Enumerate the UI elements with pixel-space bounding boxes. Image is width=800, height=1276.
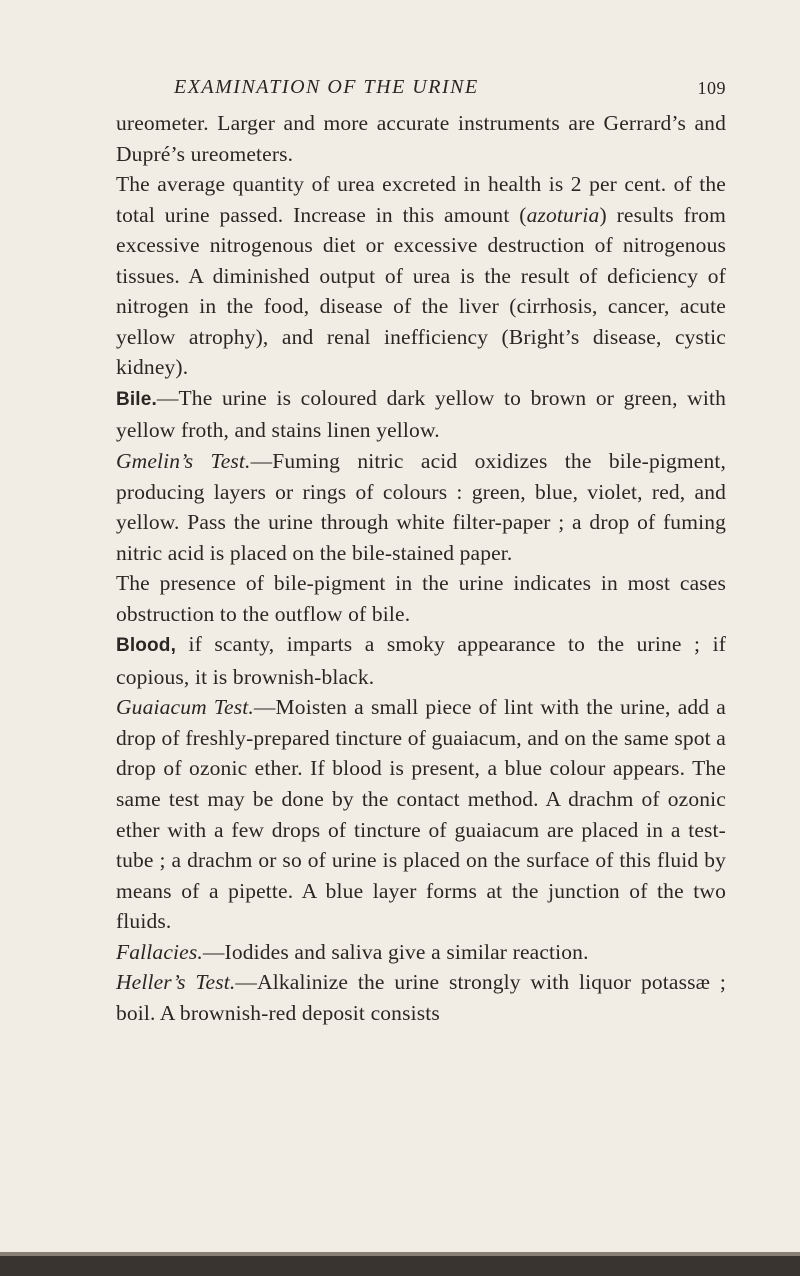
paragraph-urea-quantity: [116, 169, 726, 383]
paragraph-bile-pigment: [116, 568, 726, 629]
book-page: [116, 72, 726, 1028]
paragraph-text: ) results from excessive nitrogenous diet or excessive destruction of nitrogenous tissues. A diminished output of urea is the result of deficiency of nitrogen in the food, disease of the liver (cirrhosis, cancer, acute yellow atrophy), and renal inefficiency (Bright’s disease, cystic kidney).: [116, 202, 726, 380]
page-header: [116, 72, 726, 108]
paragraph-text: ureometer. Larger and more accurate instruments are Gerrard’s and Dupré’s ureometers.: [116, 111, 726, 166]
paragraph-text: The average quantity of urea excreted in health is 2 per cent. of the total urine passed. Increase in this amount (: [116, 172, 726, 227]
paragraph-ureometer: [116, 108, 726, 169]
paragraph-fallacies: [116, 937, 726, 968]
paragraph-text: —The urine is coloured dark yellow to brown or green, with yellow froth, and stains linen yellow.: [116, 385, 726, 443]
section-lead-bile: Bile.: [116, 388, 157, 410]
paragraph-text: —Moisten a small piece of lint with the urine, add a drop of freshly-prepared tincture of guaiacum, and on the same spot a drop of ozonic ether. If blood is present, a blue colour appears. The same test may be done by the contact method. A drachm of ozonic ether with a few drops of tincture of guaiacum are placed in a test-tube ; a drachm or so of urine is placed on the surface of this fluid by means of a pipette. A blue layer forms at the junction of the two fluids.: [116, 695, 727, 934]
test-lead-guaiacum: Guaiacum Test.: [116, 695, 254, 720]
paragraph-text: if scanty, imparts a smoky appearance to the urine ; if copious, it is brownish-black.: [116, 632, 726, 689]
paragraph-blood: [116, 629, 726, 692]
lead-fallacies: Fallacies.: [116, 939, 203, 964]
paragraph-text: —Alkalinize the urine strongly with liquor potassæ ; boil. A brownish-red deposit consists: [116, 970, 726, 1025]
paragraph-hellers-test: [116, 967, 726, 1028]
section-lead-blood: Blood,: [116, 635, 176, 657]
running-title: EXAMINATION OF THE URINE: [174, 76, 479, 98]
page-edge-band: [0, 1252, 800, 1276]
test-lead-gmelin: Gmelin’s Test.: [116, 449, 251, 474]
paragraph-text: —Fuming nitric acid oxidizes the bile-pigment, producing layers or rings of colours : green, blue, violet, red, and yellow. Pass the urine through white filter-paper ; a drop of fuming nitric acid is placed on the bile-stained paper.: [116, 449, 727, 565]
page-body: [116, 108, 726, 1028]
paragraph-guaiacum-test: [116, 692, 726, 936]
paragraph-text: The presence of bile-pigment in the urine indicates in most cases obstruction to the outflow of bile.: [116, 571, 726, 626]
test-lead-heller: Heller’s Test.: [116, 970, 236, 995]
paragraph-bile: [116, 383, 726, 446]
italic-term: azoturia: [526, 202, 600, 227]
page-number: 109: [697, 78, 726, 98]
paragraph-text: —Iodides and saliva give a similar reaction.: [202, 939, 589, 964]
paragraph-gmelins-test: [116, 446, 726, 568]
